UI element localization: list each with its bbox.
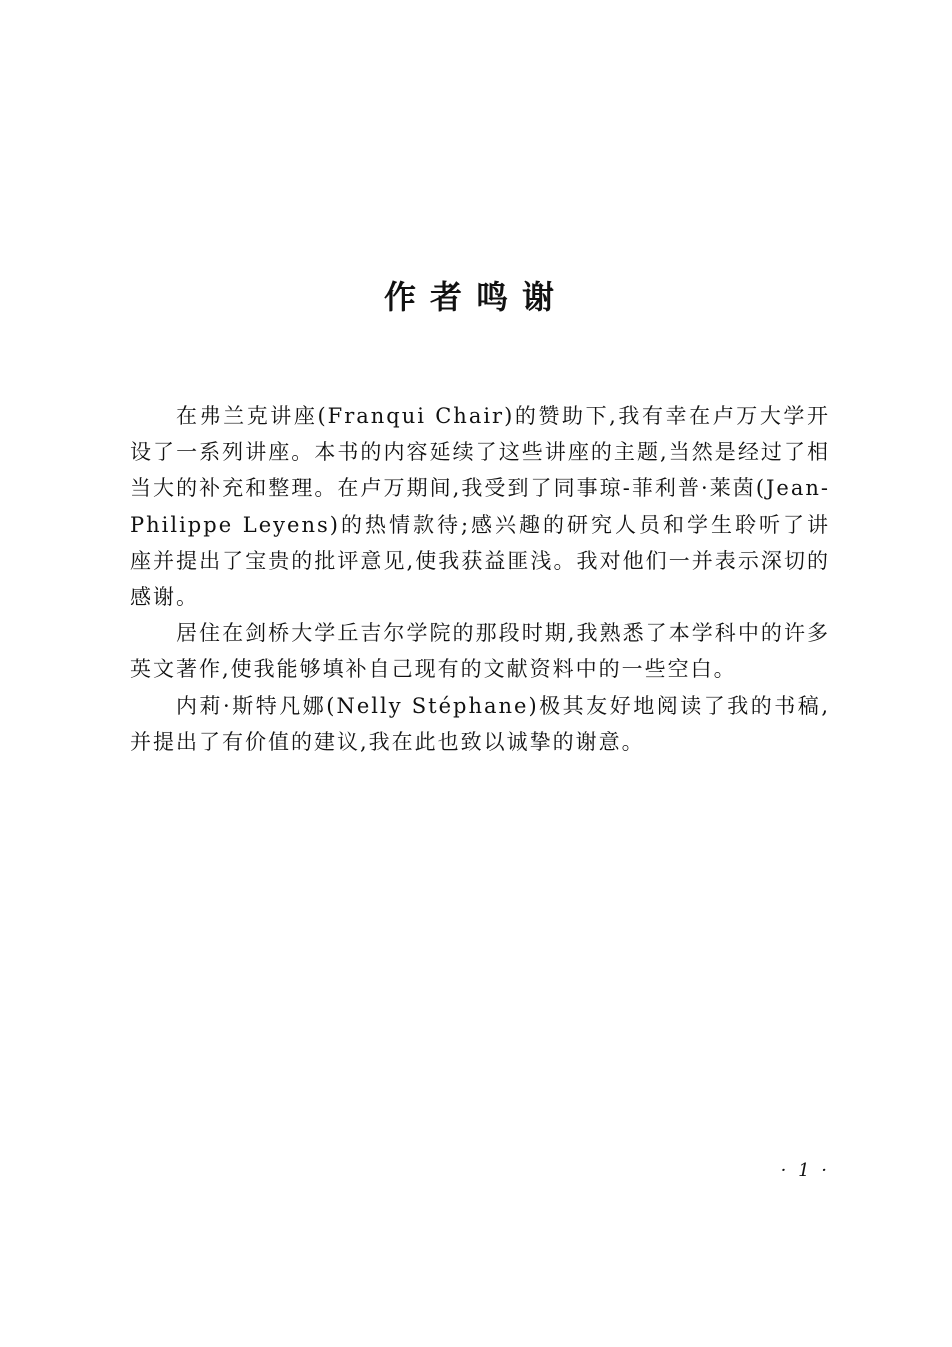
- paragraph-1: 在弗兰克讲座(Franqui Chair)的赞助下,我有幸在卢万大学开设了一系列讲座。本书的内容延续了这些讲座的主题,当然是经过了相当大的补充和整理。在卢万期间,我受到了同事琼-菲利普·莱茵(Jean-Philippe Leyens)的热情款待;感兴趣的研究人员和学生聆听了讲座并提出了宝贵的批评意见,使我获益匪浅。我对他们一并表示深切的感谢。: [130, 404, 830, 610]
- paragraph-3: 内莉·斯特凡娜(Nelly Stéphane)极其友好地阅读了我的书稿,并提出了有价值的建议,我在此也致以诚挚的谢意。: [130, 693, 830, 754]
- paragraph-2: 居住在剑桥大学丘吉尔学院的那段时期,我熟悉了本学科中的许多英文著作,使我能够填补自己现有的文献资料中的一些空白。: [130, 621, 830, 682]
- page-number: · 1 ·: [780, 1160, 830, 1181]
- page-title: 作者鸣谢: [383, 278, 568, 317]
- acknowledgment-body: [130, 398, 830, 760]
